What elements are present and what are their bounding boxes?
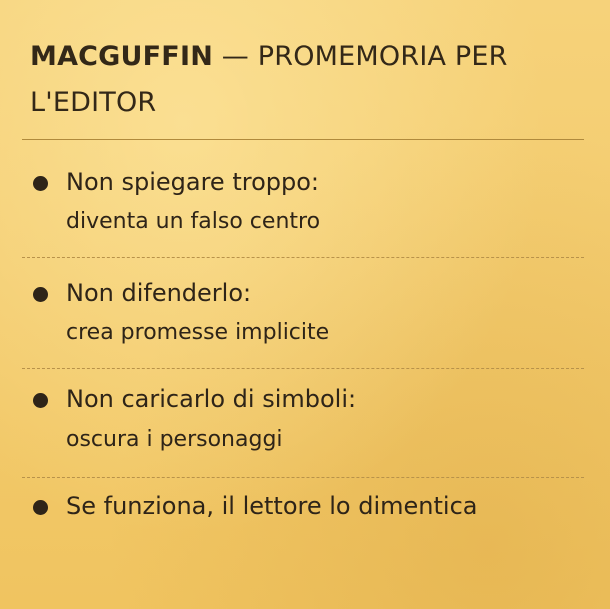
- bullet-icon: [33, 176, 48, 191]
- title-divider: [22, 139, 584, 140]
- item-detail: crea promesse implicite: [66, 320, 330, 345]
- item-heading: Se funziona, il lettore lo dimentica: [66, 492, 478, 520]
- item-divider: [22, 257, 584, 258]
- title-subtitle: — PROMEMORIA PER L'EDITOR: [30, 41, 508, 118]
- item-heading: Non caricarlo di simboli:: [66, 385, 357, 413]
- item-divider: [22, 477, 584, 478]
- bullet-icon: [33, 287, 48, 302]
- card-title: [30, 34, 590, 126]
- item-detail: oscura i personaggi: [66, 427, 283, 452]
- item-divider: [22, 368, 584, 369]
- item-heading: Non spiegare troppo:: [66, 168, 319, 196]
- item-heading: Non difenderlo:: [66, 279, 252, 307]
- title-keyword: MACGUFFIN: [30, 41, 213, 72]
- item-detail: diventa un falso centro: [66, 209, 321, 234]
- bullet-icon: [33, 500, 48, 515]
- bullet-icon: [33, 393, 48, 408]
